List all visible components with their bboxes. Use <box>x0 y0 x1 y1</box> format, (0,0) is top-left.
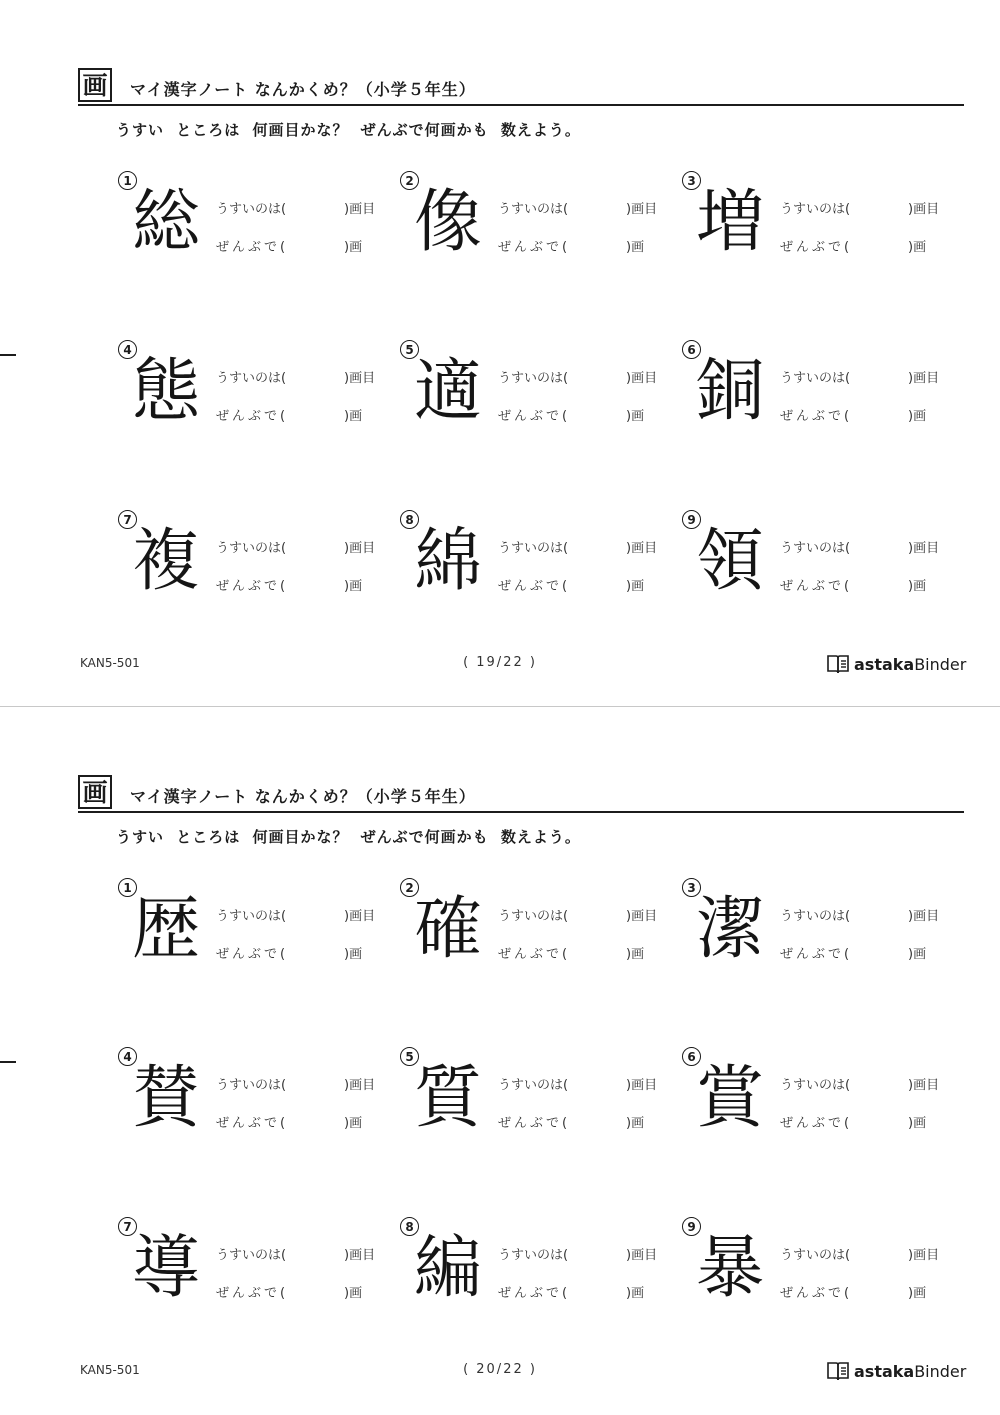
total-strokes-label: ぜんぶで( <box>498 947 571 962</box>
kanji-exercise <box>682 171 952 281</box>
kanji-character: 適 <box>413 352 482 431</box>
faint-stroke-unit: )画目 <box>908 1248 940 1263</box>
question-number: 3 <box>682 878 701 897</box>
total-strokes-unit: )画 <box>344 947 363 962</box>
worksheet-page-1 <box>0 0 1000 706</box>
faint-stroke-question <box>780 198 939 217</box>
faint-stroke-label: うすいのは( <box>216 1078 287 1093</box>
question-number: 2 <box>400 171 419 190</box>
faint-stroke-question <box>780 1074 939 1093</box>
question-number: 8 <box>400 510 419 529</box>
total-strokes-question <box>216 405 362 424</box>
faint-stroke-unit: )画目 <box>908 541 940 556</box>
total-strokes-question <box>498 405 644 424</box>
kanji-exercise <box>118 1047 388 1157</box>
faint-stroke-question <box>498 367 657 386</box>
worksheet-code: KAN5-501 <box>80 1363 140 1377</box>
total-strokes-question <box>216 575 362 594</box>
total-strokes-question <box>216 1112 362 1131</box>
total-strokes-question <box>498 1282 644 1301</box>
total-strokes-unit: )画 <box>626 579 645 594</box>
faint-stroke-question <box>780 367 939 386</box>
question-number: 8 <box>400 1217 419 1236</box>
total-strokes-unit: )画 <box>626 1286 645 1301</box>
kanji-exercise <box>400 878 670 988</box>
faint-stroke-label: うすいのは( <box>780 1078 851 1093</box>
total-strokes-label: ぜんぶで( <box>498 240 571 255</box>
faint-stroke-label: うすいのは( <box>498 202 569 217</box>
faint-stroke-question <box>216 1244 375 1263</box>
kanji-character: 複 <box>131 522 200 601</box>
question-number: 9 <box>682 1217 701 1236</box>
total-strokes-label: ぜんぶで( <box>780 947 853 962</box>
total-strokes-question <box>498 236 644 255</box>
total-strokes-question <box>780 1282 926 1301</box>
faint-stroke-question <box>780 1244 939 1263</box>
kanji-character: 態 <box>131 352 200 431</box>
faint-stroke-question <box>216 905 375 924</box>
total-strokes-unit: )画 <box>908 409 927 424</box>
faint-stroke-question <box>216 1074 375 1093</box>
worksheet-page-2 <box>0 707 1000 1413</box>
kanji-exercise <box>682 1047 952 1157</box>
worksheet-code: KAN5-501 <box>80 656 140 670</box>
faint-stroke-label: うすいのは( <box>216 541 287 556</box>
total-strokes-label: ぜんぶで( <box>498 1286 571 1301</box>
faint-stroke-question <box>780 905 939 924</box>
kanji-character: 賞 <box>695 1059 764 1138</box>
faint-stroke-label: うすいのは( <box>780 541 851 556</box>
kanji-character: 総 <box>131 183 200 262</box>
total-strokes-unit: )画 <box>626 947 645 962</box>
kanji-character: 質 <box>413 1059 482 1138</box>
total-strokes-label: ぜんぶで( <box>780 1116 853 1131</box>
question-number: 9 <box>682 510 701 529</box>
kanji-character: 編 <box>413 1229 482 1308</box>
page-title: マイ漢字ノート なんかくめ？（小学５年生） <box>130 787 476 806</box>
kanji-exercise <box>118 1217 388 1327</box>
faint-stroke-unit: )画目 <box>626 541 658 556</box>
total-strokes-unit: )画 <box>908 579 927 594</box>
page-title: マイ漢字ノート なんかくめ？（小学５年生） <box>130 80 476 99</box>
question-number: 4 <box>118 1047 137 1066</box>
faint-stroke-unit: )画目 <box>344 1078 376 1093</box>
total-strokes-unit: )画 <box>908 240 927 255</box>
faint-stroke-question <box>216 367 375 386</box>
total-strokes-question <box>780 236 926 255</box>
page-number: ( 19/22 ) <box>463 655 537 670</box>
question-number: 6 <box>682 340 701 359</box>
total-strokes-label: ぜんぶで( <box>780 240 853 255</box>
total-strokes-unit: )画 <box>344 579 363 594</box>
brand-logo <box>826 652 966 676</box>
total-strokes-unit: )画 <box>344 409 363 424</box>
total-strokes-question <box>498 943 644 962</box>
kanji-character: 確 <box>413 890 482 969</box>
total-strokes-label: ぜんぶで( <box>216 1286 289 1301</box>
total-strokes-question <box>780 405 926 424</box>
kanji-character: 歴 <box>131 890 200 969</box>
total-strokes-label: ぜんぶで( <box>216 240 289 255</box>
book-icon <box>826 1360 850 1382</box>
brand-name-light: Binder <box>914 654 967 674</box>
total-strokes-unit: )画 <box>344 1116 363 1131</box>
total-strokes-label: ぜんぶで( <box>498 1116 571 1131</box>
total-strokes-question <box>216 236 362 255</box>
faint-stroke-question <box>498 537 657 556</box>
kanji-exercise <box>400 340 670 450</box>
kanji-exercise <box>682 878 952 988</box>
total-strokes-question <box>780 1112 926 1131</box>
binding-mark <box>0 354 16 356</box>
faint-stroke-label: うすいのは( <box>216 371 287 386</box>
faint-stroke-unit: )画目 <box>908 202 940 217</box>
stroke-count-icon: 画 <box>78 775 112 809</box>
total-strokes-label: ぜんぶで( <box>216 1116 289 1131</box>
faint-stroke-unit: )画目 <box>908 909 940 924</box>
total-strokes-unit: )画 <box>626 1116 645 1131</box>
total-strokes-label: ぜんぶで( <box>216 579 289 594</box>
question-number: 3 <box>682 171 701 190</box>
total-strokes-label: ぜんぶで( <box>216 947 289 962</box>
total-strokes-question <box>216 1282 362 1301</box>
binding-mark <box>0 1061 16 1063</box>
faint-stroke-label: うすいのは( <box>216 1248 287 1263</box>
total-strokes-unit: )画 <box>626 240 645 255</box>
kanji-character: 潔 <box>695 890 764 969</box>
faint-stroke-label: うすいのは( <box>780 909 851 924</box>
faint-stroke-question <box>498 198 657 217</box>
question-number: 6 <box>682 1047 701 1066</box>
kanji-exercise <box>682 510 952 620</box>
faint-stroke-question <box>498 1244 657 1263</box>
kanji-exercise <box>118 878 388 988</box>
total-strokes-label: ぜんぶで( <box>780 579 853 594</box>
faint-stroke-unit: )画目 <box>626 1248 658 1263</box>
question-number: 1 <box>118 878 137 897</box>
faint-stroke-unit: )画目 <box>344 1248 376 1263</box>
faint-stroke-question <box>498 905 657 924</box>
brand-name-bold: astaka <box>854 654 915 674</box>
question-number: 7 <box>118 1217 137 1236</box>
kanji-character: 賛 <box>131 1059 200 1138</box>
brand-name-bold: astaka <box>854 1361 915 1381</box>
header-rule <box>78 811 964 813</box>
question-number: 2 <box>400 878 419 897</box>
faint-stroke-label: うすいのは( <box>216 909 287 924</box>
faint-stroke-unit: )画目 <box>344 202 376 217</box>
question-number: 5 <box>400 340 419 359</box>
faint-stroke-unit: )画目 <box>626 1078 658 1093</box>
faint-stroke-question <box>216 537 375 556</box>
page-number: ( 20/22 ) <box>463 1362 537 1377</box>
faint-stroke-unit: )画目 <box>908 371 940 386</box>
faint-stroke-label: うすいのは( <box>498 1248 569 1263</box>
total-strokes-question <box>780 575 926 594</box>
kanji-exercise <box>682 1217 952 1327</box>
kanji-exercise <box>400 510 670 620</box>
stroke-count-icon: 画 <box>78 68 112 102</box>
kanji-character: 増 <box>695 183 764 262</box>
faint-stroke-unit: )画目 <box>344 909 376 924</box>
total-strokes-label: ぜんぶで( <box>780 409 853 424</box>
faint-stroke-label: うすいのは( <box>498 371 569 386</box>
header-rule <box>78 104 964 106</box>
total-strokes-question <box>498 1112 644 1131</box>
total-strokes-unit: )画 <box>908 947 927 962</box>
question-number: 4 <box>118 340 137 359</box>
question-number: 5 <box>400 1047 419 1066</box>
kanji-exercise <box>118 510 388 620</box>
instruction-text: うすい ところは 何画目かな？ ぜんぶで何画かも 数えよう。 <box>116 121 581 139</box>
question-number: 1 <box>118 171 137 190</box>
faint-stroke-label: うすいのは( <box>780 371 851 386</box>
kanji-exercise <box>400 1047 670 1157</box>
kanji-character: 領 <box>695 522 764 601</box>
kanji-character: 像 <box>413 183 482 262</box>
total-strokes-unit: )画 <box>344 1286 363 1301</box>
instruction-text: うすい ところは 何画目かな？ ぜんぶで何画かも 数えよう。 <box>116 828 581 846</box>
total-strokes-label: ぜんぶで( <box>498 409 571 424</box>
total-strokes-unit: )画 <box>344 240 363 255</box>
faint-stroke-unit: )画目 <box>908 1078 940 1093</box>
total-strokes-unit: )画 <box>908 1286 927 1301</box>
total-strokes-unit: )画 <box>626 409 645 424</box>
faint-stroke-question <box>498 1074 657 1093</box>
faint-stroke-unit: )画目 <box>626 371 658 386</box>
faint-stroke-unit: )画目 <box>344 541 376 556</box>
total-strokes-label: ぜんぶで( <box>216 409 289 424</box>
faint-stroke-label: うすいのは( <box>498 541 569 556</box>
total-strokes-label: ぜんぶで( <box>780 1286 853 1301</box>
kanji-exercise <box>682 340 952 450</box>
total-strokes-question <box>780 943 926 962</box>
faint-stroke-label: うすいのは( <box>498 1078 569 1093</box>
kanji-character: 綿 <box>413 522 482 601</box>
kanji-exercise <box>118 340 388 450</box>
faint-stroke-question <box>780 537 939 556</box>
faint-stroke-label: うすいのは( <box>780 202 851 217</box>
faint-stroke-question <box>216 198 375 217</box>
brand-logo <box>826 1359 966 1383</box>
question-number: 7 <box>118 510 137 529</box>
faint-stroke-label: うすいのは( <box>780 1248 851 1263</box>
kanji-exercise <box>400 1217 670 1327</box>
kanji-character: 銅 <box>695 352 764 431</box>
total-strokes-question <box>216 943 362 962</box>
kanji-character: 暴 <box>695 1229 764 1308</box>
kanji-character: 導 <box>131 1229 200 1308</box>
kanji-exercise <box>400 171 670 281</box>
faint-stroke-unit: )画目 <box>626 909 658 924</box>
faint-stroke-unit: )画目 <box>626 202 658 217</box>
kanji-exercise <box>118 171 388 281</box>
total-strokes-question <box>498 575 644 594</box>
total-strokes-unit: )画 <box>908 1116 927 1131</box>
faint-stroke-label: うすいのは( <box>216 202 287 217</box>
book-icon <box>826 653 850 675</box>
brand-name-light: Binder <box>914 1361 967 1381</box>
faint-stroke-unit: )画目 <box>344 371 376 386</box>
total-strokes-label: ぜんぶで( <box>498 579 571 594</box>
faint-stroke-label: うすいのは( <box>498 909 569 924</box>
